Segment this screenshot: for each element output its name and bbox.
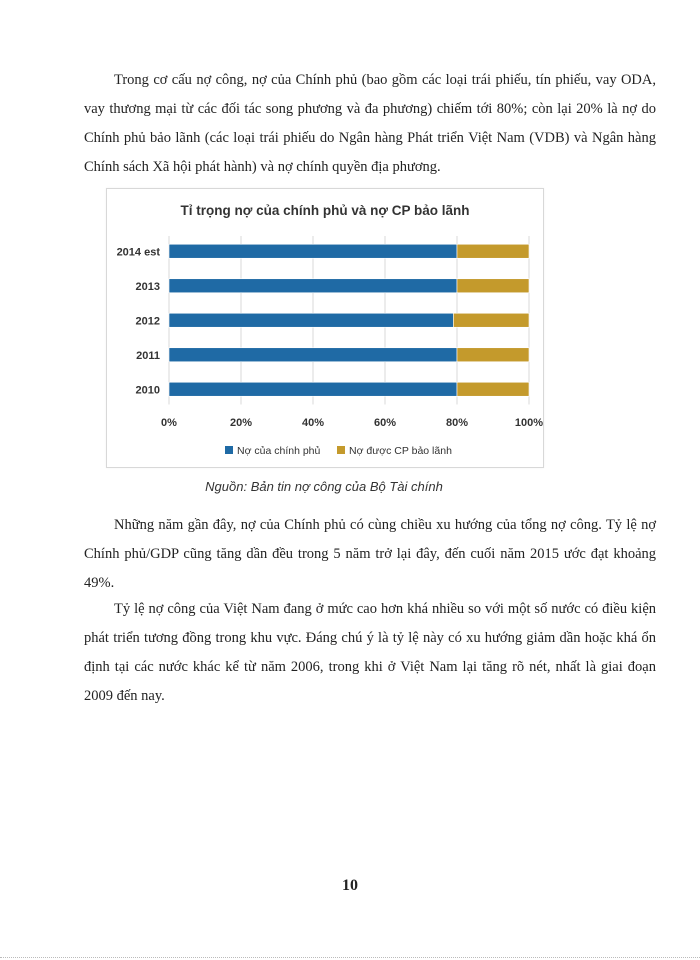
bar-segment (169, 382, 457, 396)
bar-segment (169, 348, 457, 362)
x-tick-label: 60% (373, 417, 397, 429)
bar-segment (457, 279, 529, 293)
chart-bars (169, 244, 529, 396)
page-number: 10 (342, 877, 358, 894)
x-tick-label: 80% (445, 417, 469, 429)
bar-segment (453, 313, 529, 327)
chart-category-labels (117, 246, 161, 396)
legend-label: Nợ được CP bảo lãnh (349, 445, 452, 457)
paragraph-debt-structure: Trong cơ cấu nợ công, nợ của Chính phủ (bao gồm các loại trái phiếu, tín phiếu, vay ODA, vay thương mại từ các đối tác song phương và đa phương) chiếm tới 80%; còn lại 20% là nợ do Chính phủ bảo lãnh (các loại trái phiếu do Ngân hàng Phát triển Việt Nam (VDB) và Ngân hàng Chính sách Xã hội phát hành) và nợ chính quyền địa phương. (84, 72, 656, 175)
paragraph-regional-comparison: Tỷ lệ nợ công của Việt Nam đang ở mức cao hơn khá nhiều so với một số nước có điều kiện phát triển tương đồng trong khu vực. Đáng chú ý là tỷ lệ này có xu hướng giảm dần hoặc khá ổn định tại các nước khác kể từ năm 2006, trong khi ở Việt Nam lại tăng rõ nét, nhất là giai đoạn 2009 đến nay. (84, 601, 656, 704)
category-label: 2012 (135, 315, 160, 328)
paragraph-government-debt-trend: Những năm gần đây, nợ của Chính phủ có cùng chiều xu hướng của tổng nợ công. Tỷ lệ nợ Chính phủ/GDP cũng tăng dần đều trong 5 năm trở lại đây, đến cuối năm 2015 ước đạt khoảng 49%. (84, 517, 656, 591)
bar-segment (169, 279, 457, 293)
x-tick-label: 40% (301, 417, 325, 429)
bar-segment (169, 244, 457, 258)
bar-segment (457, 348, 529, 362)
page-bottom-border (0, 957, 700, 958)
bar-segment (457, 382, 529, 396)
category-label: 2011 (136, 349, 160, 362)
legend-swatch (337, 446, 345, 454)
legend-swatch (225, 446, 233, 454)
debt-share-chart (106, 188, 544, 468)
bar-segment (457, 244, 529, 258)
bar-segment (169, 313, 453, 327)
figure-caption: Nguồn: Bản tin nợ công của Bộ Tài chính (205, 479, 443, 494)
category-label: 2013 (135, 280, 160, 293)
chart-title: Tỉ trọng nợ của chính phủ và nợ CP bảo lãnh (180, 203, 470, 218)
x-tick-label: 100% (514, 417, 543, 429)
chart-legend (225, 445, 452, 457)
category-label: 2014 est (116, 246, 160, 259)
category-label: 2010 (135, 384, 160, 397)
chart-x-ticks (161, 417, 543, 429)
chart-canvas (107, 189, 543, 467)
legend-label: Nợ của chính phủ (237, 445, 321, 457)
x-tick-label: 0% (161, 417, 177, 429)
x-tick-label: 20% (229, 417, 253, 429)
